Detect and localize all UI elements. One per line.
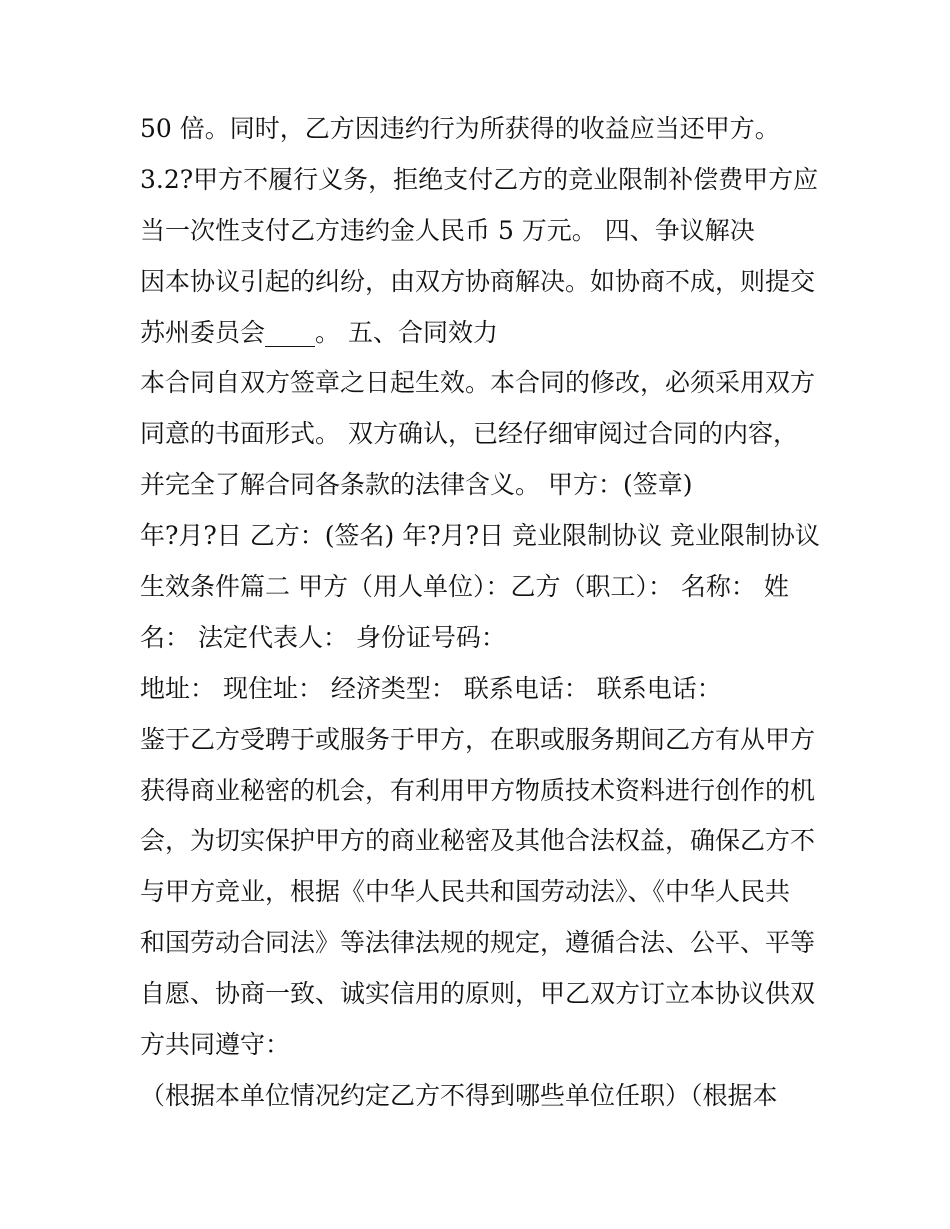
text-line: 鉴于乙方受聘于或服务于甲方，在职或服务期间乙方有从甲方 (140, 724, 816, 754)
text-line: 与甲方竞业，根据《中华人民共和国劳动法》、《中华人民共 (140, 877, 791, 907)
text-line: 生效条件篇二 甲方（用人单位）：乙方（职工）： 名称： 姓 (140, 572, 789, 602)
text-line: 本合同自双方签章之日起生效。本合同的修改，必须采用双方 (140, 368, 816, 398)
text-line: 方共同遵守： (140, 1030, 291, 1060)
text-line: 并完全了解合同各条款的法律含义。 甲方：(签章) (140, 470, 693, 500)
text-line: 苏州委员会____。 五、合同效力 (140, 317, 498, 347)
text-line: 会，为切实保护甲方的商业秘密及其他合法权益，确保乙方不 (140, 826, 816, 856)
text-line: （根据本单位情况约定乙方不得到哪些单位任职）（根据本 (140, 1080, 778, 1110)
text-line: 地址： 现住址： 经济类型： 联系电话： 联系电话： (140, 673, 722, 703)
text-line: 同意的书面形式。 双方确认，已经仔细审阅过合同的内容， (140, 419, 798, 449)
text-line: 3.2?甲方不履行义务，拒绝支付乙方的竞业限制补偿费甲方应 (140, 164, 819, 194)
text-line: 年?月?日 乙方：(签名) 年?月?日 竞业限制协议 竞业限制协议 (140, 521, 820, 551)
text-line: 自愿、协商一致、诚实信用的原则，甲乙双方订立本协议供双 (140, 979, 816, 1009)
document-body (140, 104, 830, 1122)
text-line: 因本协议引起的纠纷，由双方协商解决。如协商不成，则提交 (140, 266, 816, 296)
text-line: 当一次性支付乙方违约金人民币 5 万元。 四、争议解决 (140, 215, 755, 245)
text-line: 获得商业秘密的机会，有利用甲方物质技术资料进行创作的机 (140, 775, 816, 805)
text-line: 名： 法定代表人： 身份证号码： (140, 622, 506, 652)
text-line: 50 倍。同时，乙方因违约行为所获得的收益应当还甲方。 (140, 114, 780, 143)
text-line: 和国劳动合同法》等法律法规的规定，遵循合法、公平、平等 (140, 928, 816, 958)
